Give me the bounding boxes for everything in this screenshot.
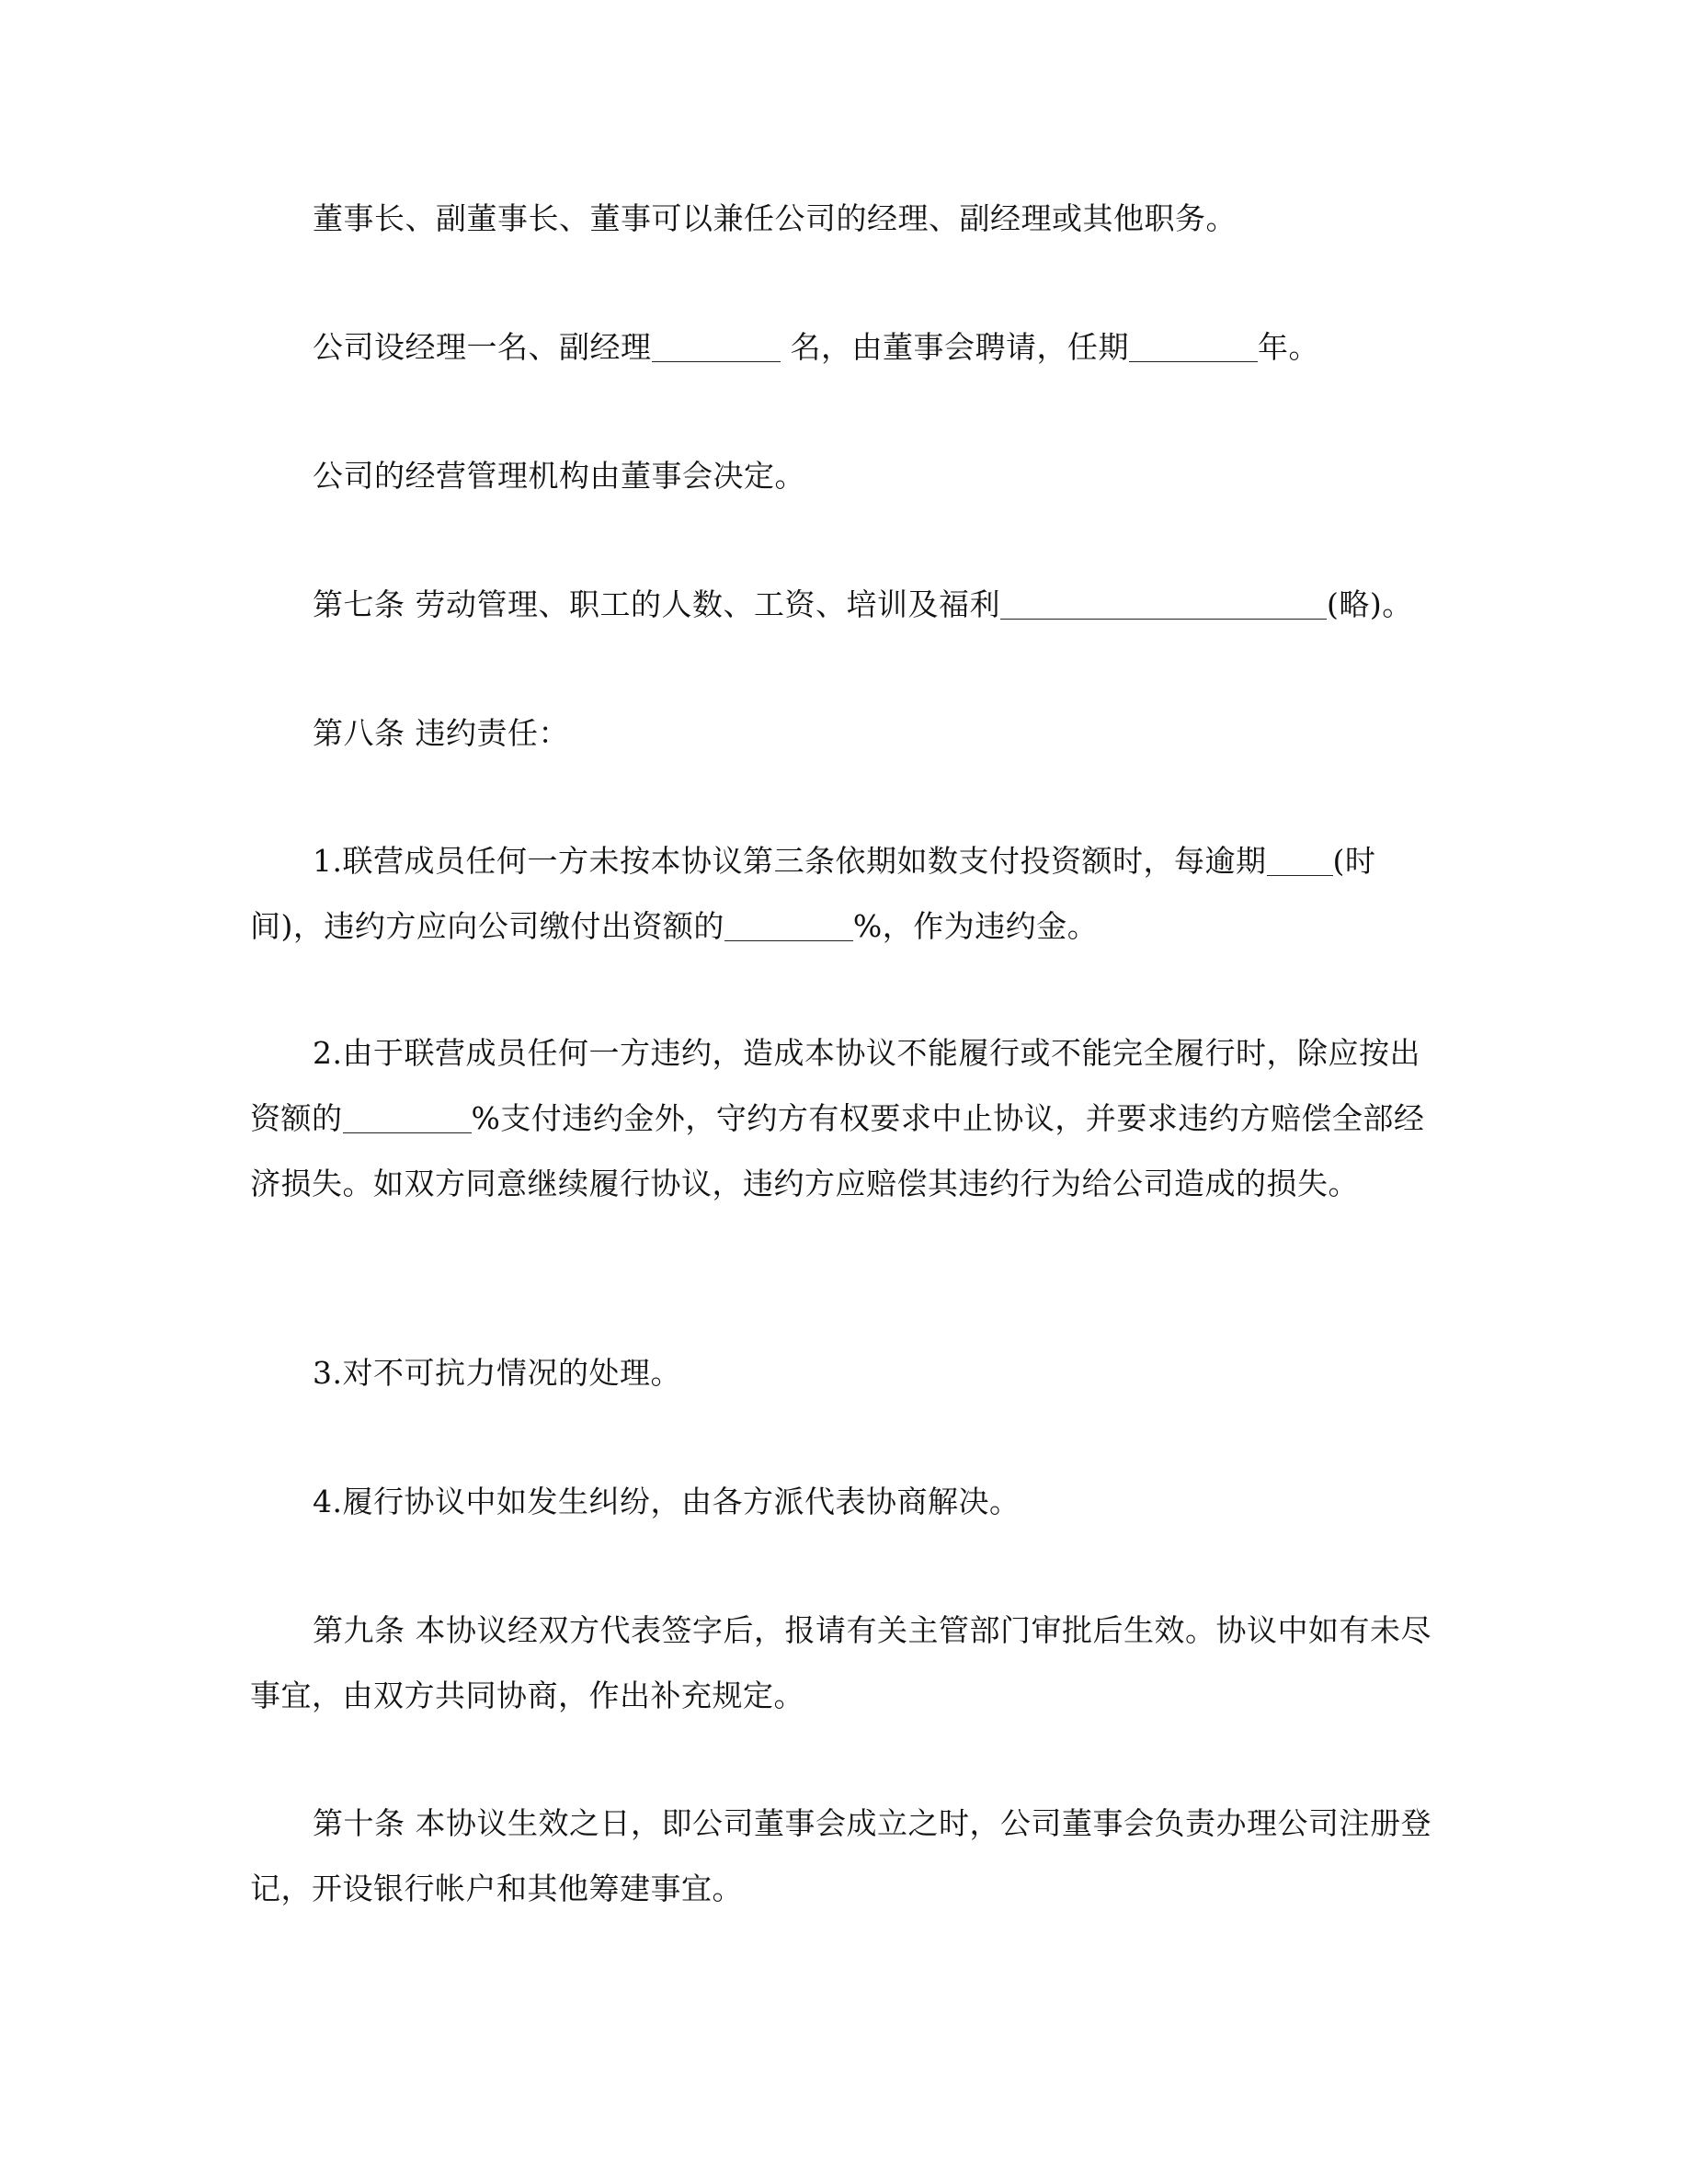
fill-in-blank-labor-details[interactable] (1000, 588, 1327, 620)
paragraph-text: 1.联营成员任何一方未按本协议第三条依期如数支付投资额时，每逾期 (313, 843, 1267, 879)
paragraph-article-10 (250, 1791, 1438, 1921)
fill-in-blank-term-years[interactable] (1129, 331, 1258, 362)
paragraph-clause-3 (250, 1340, 1438, 1405)
paragraph-text: 年。 (1258, 329, 1319, 365)
paragraph-article-8-heading (250, 700, 1438, 766)
paragraph-text: 董事长、副董事长、董事可以兼任公司的经理、副经理或其他职务。 (313, 200, 1237, 236)
paragraph-directors-concurrent-posts (250, 186, 1438, 251)
fill-in-blank-deputy-count[interactable] (652, 331, 781, 362)
paragraph-clause-2 (250, 1020, 1438, 1216)
paragraph-text: %，作为违约金。 (852, 908, 1099, 944)
paragraph-clause-1 (250, 828, 1438, 959)
paragraph-text: 第八条 违约责任： (313, 715, 569, 751)
fill-in-blank-breach-percent[interactable] (343, 1102, 472, 1133)
paragraph-text: 3.对不可抗力情况的处理。 (313, 1355, 681, 1391)
fill-in-blank-overdue-period[interactable] (1267, 845, 1333, 876)
paragraph-management-structure (250, 443, 1438, 508)
paragraph-text: 第九条 本协议经双方代表签字后，报请有关主管部门审批后生效。协议中如有未尽事宜，由双方共同协商，作出补充规定。 (250, 1612, 1431, 1713)
paragraph-text: 4.履行协议中如发生纠纷，由各方派代表协商解决。 (313, 1484, 1021, 1519)
paragraph-manager-appointment (250, 314, 1438, 380)
paragraph-text: 公司设经理一名、副经理 (313, 329, 652, 365)
paragraph-text: 2.由于联营成员任何一方违约，造成本协议不能履行或不能完全履行时，除应按出资额的 (250, 1035, 1420, 1136)
paragraph-article-9 (250, 1598, 1438, 1728)
paragraph-text: 名，由董事会聘请，任期 (780, 329, 1129, 365)
paragraph-article-7 (250, 572, 1438, 637)
paragraph-text: (略)。 (1327, 586, 1413, 622)
paragraph-text: (时间)，违约方应向公司缴付出资额的 (250, 843, 1376, 944)
fill-in-blank-penalty-percent[interactable] (724, 910, 853, 941)
paragraph-text: 公司的经营管理机构由董事会决定。 (313, 458, 805, 494)
paragraph-clause-4 (250, 1469, 1438, 1534)
paragraph-text: 第七条 劳动管理、职工的人数、工资、培训及福利 (313, 586, 1000, 622)
paragraph-text: %支付违约金外，守约方有权要求中止协议，并要求违约方赔偿全部经济损失。如双方同意继续履行协议，违约方应赔偿其违约行为给公司造成的损失。 (250, 1100, 1425, 1201)
paragraph-text: 第十条 本协议生效之日，即公司董事会成立之时，公司董事会负责办理公司注册登记，开设银行帐户和其他筹建事宜。 (250, 1805, 1431, 1906)
